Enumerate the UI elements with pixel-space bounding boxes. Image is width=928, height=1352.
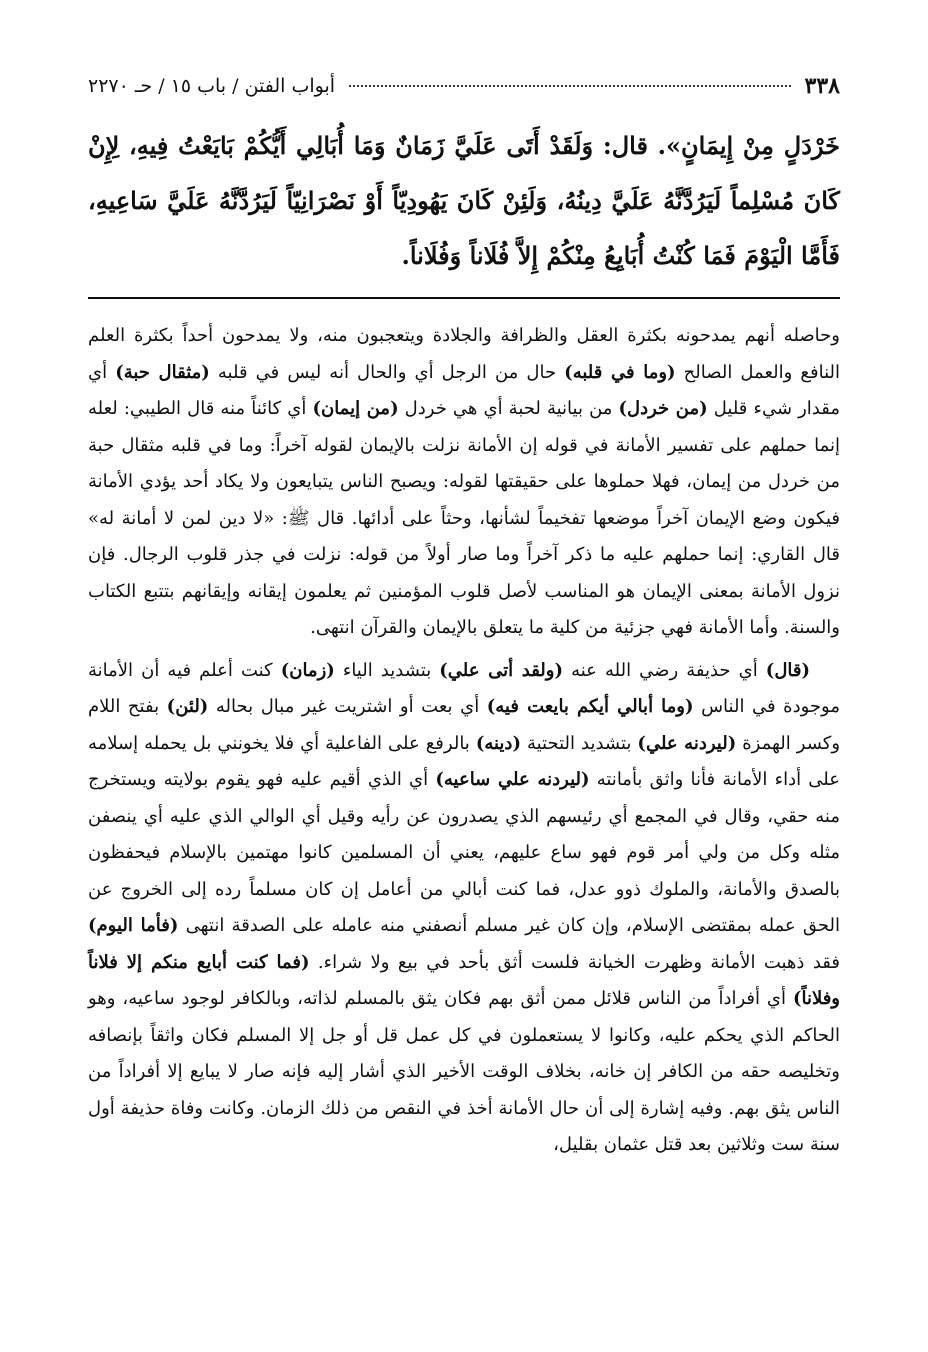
commentary-bold-phrase: (دينه) bbox=[475, 732, 521, 754]
commentary-text: أي حذيفة رضي الله عنه bbox=[563, 659, 766, 681]
commentary-bold-phrase: (لئن) bbox=[166, 696, 209, 717]
commentary-bold-phrase: (زمان) bbox=[280, 659, 335, 681]
commentary-bold-phrase: (ليردنه علي) bbox=[637, 732, 737, 754]
commentary-bold-phrase: (وما أبالي أيكم بايعت فيه) bbox=[486, 696, 694, 717]
commentary-bold-phrase: (ليردنه علي ساعيه) bbox=[435, 769, 590, 790]
hadith-text: خَرْدَلٍ مِنْ إِيمَانٍ». قال: وَلَقَدْ أَتَى عَلَيَّ زَمَانٌ وَمَا أُبَالِي أَيُّكُمْ بَايَعْتُ فِيهِ، لِإِنْ كَانَ مُسْلِماً لَيَرُدَّنَّهُ عَلَيَّ دِينُهُ، وَلَئِنْ كَانَ يَهُودِيّاً أَوْ نَصْرَانِيّاً لَيَرُدَّنَّهُ عَلَيَّ سَاعِيهِ، فَأَمَّا الْيَوْمَ فَمَا كُنْتُ أُبَايِعُ مِنْكُمْ إِلاَّ فُلَاناً وَفُلَاناً. bbox=[88, 131, 840, 270]
commentary-text: أي مقدار شيء قليل bbox=[88, 361, 841, 419]
commentary-text: من بيانية لحبة أي هي خردل bbox=[398, 398, 619, 419]
commentary-bold-phrase: (مثقال حبة) bbox=[115, 361, 210, 383]
commentary-text: أي كائناً منه قال الطيبي: لعله إنما حملهم على تفسير الأمانة في قوله إن الأمانة نزلت بالإيمان لقوله آخراً: وما في قلبه مثقال حبة من خردل من إيمان، فهلا حملوها على حقيقتها لقوله: ويصبح الناس يتبايعون ولا يكاد أحد يؤدي الأمانة فيكون وضع الإيمان آخراً موضعها تفخيماً لشأنها، وحثاً على أدائها. قال ﷺ: «لا دين لمن لا أمانة له» قال القاري: إنما حملهم عليه ما ذكر آخراً وما صار أولاً من قوله: نزلت في جذر قلوب الرجال. فإن نزول الأمانة بمعنى الإيمان هو المناسب لأصل قلوب المؤمنين ثم يعلمون إيقانه وإيقانهم بتتبع الكتاب والسنة. وأما الأمانة فهي جزئية من كلية ما يتعلق بالإيمان والقرآن انتهى. bbox=[88, 398, 840, 638]
commentary-paragraph-1 bbox=[88, 318, 840, 647]
commentary-text: وحاصله أنهم يمدحونه بكثرة العقل والظرافة والجلادة ويتعجبون منه، ولا يمدحون أحداً بكثرة العلم النافع والعمل الصالح bbox=[88, 325, 841, 383]
commentary-text: فقد ذهبت الأمانة وظهرت الخيانة فلست أثق بأحد في بيع ولا شراء. bbox=[309, 951, 840, 973]
commentary-text: أي الذي أقيم عليه فهو يقوم بولايته ويستخرج منه حقي، وقال في المجمع أي رئيسهم الذي يصدرون عن رأيه وقيل أي الوالي الذي عليه أي ينصفن مثله وكل من ولي أمر قوم فهو ساع عليهم، يعني أن المسلمين كانوا مهتمين بالإسلام فيحفظون بالصدق والأمانة، والملوك ذوو عدل، فما كنت أبالي من أعامل إن كان مسلماً رده إلى الخروج عن الحق عمله بمقتضى الإسلام، وإن كان غير مسلم أنصفني منه عامله على الصدقة انتهى bbox=[88, 769, 840, 936]
running-title: أبواب الفتن / باب ١٥ / حـ ٢٢٧٠ bbox=[88, 75, 336, 97]
separator-rule bbox=[88, 297, 840, 299]
commentary-text: بتشديد التحتية bbox=[520, 732, 638, 754]
commentary-text: بالرفع على الفاعلية أي فلا يخونني بل يحمله إسلامه على أداء الأمانة فأنا واثق بأمانته bbox=[88, 732, 840, 790]
commentary-bold-phrase: (وما في قلبه) bbox=[564, 361, 676, 383]
commentary-text: حال من الرجل أي والحال أنه ليس في قلبه bbox=[209, 361, 565, 383]
commentary-text: كنت أعلم فيه أن الأمانة موجودة في الناس bbox=[88, 659, 840, 717]
page-header bbox=[88, 66, 840, 106]
commentary-text: أي أفراداً من الناس قلائل ممن أثق بهم فكان يثق بالمسلم لذاته، وبالكافر لوجود ساعيه، وهو الحاكم الذي يحكم عليه، وكانوا لا يستعملون في كل عمل قل أو جل إلا المسلم فكان واثقاً بإنصافه وتخليصه حقه من الكافر إن خانه، بخلاف الوقت الأخير الذي أشار إليه فإنه صار لا يبايع إلا أفراداً من الناس يثق بهم. وفيه إشارة إلى أن حال الأمانة أخذ في النقص من ذلك الزمان. وكانت وفاة حذيفة أول سنة ست وثلاثين بعد قتل عثمان بقليل، bbox=[88, 988, 840, 1155]
commentary-text: بتشديد الياء bbox=[334, 659, 440, 681]
header-dotted-leader bbox=[349, 85, 791, 87]
commentary-text: بفتح اللام وكسر الهمزة bbox=[88, 696, 841, 754]
commentary-bold-phrase: (قال) bbox=[765, 659, 810, 681]
commentary-bold-phrase: (من إيمان) bbox=[312, 398, 399, 419]
page-number: ٣٣٨ bbox=[804, 73, 840, 99]
commentary-section bbox=[88, 318, 840, 1164]
commentary-bold-phrase: (فأما اليوم) bbox=[88, 915, 179, 936]
commentary-bold-phrase: (من خردل) bbox=[618, 398, 708, 419]
commentary-text: أي بعت أو اشتريت غير مبال بحاله bbox=[208, 696, 487, 717]
commentary-paragraph-2 bbox=[88, 653, 840, 1164]
commentary-bold-phrase: (فما كنت أبايع منكم إلا فلاناً وفلاناً) bbox=[88, 951, 840, 1009]
commentary-bold-phrase: (ولقد أتى علي) bbox=[439, 659, 564, 681]
